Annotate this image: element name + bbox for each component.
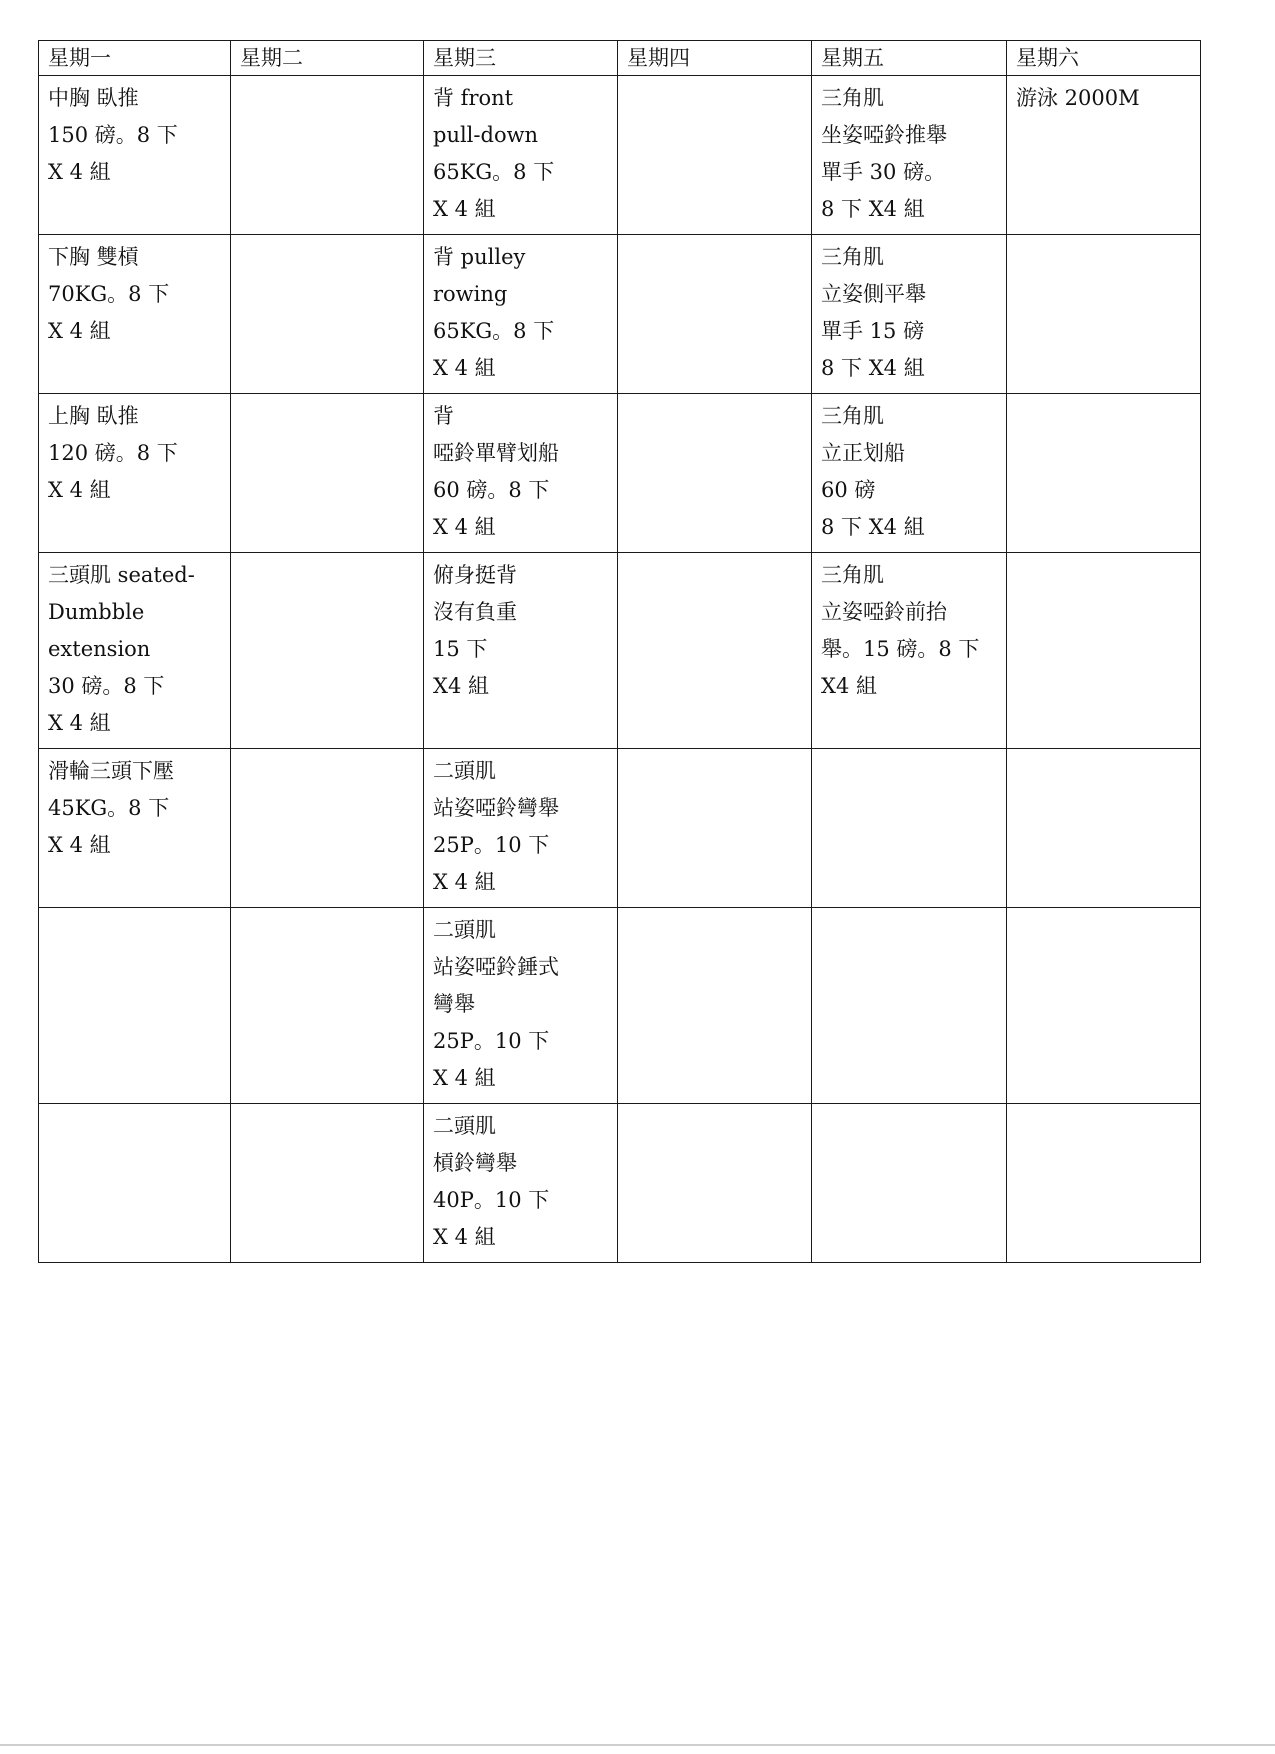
exercise-line: 120 磅。8 下 [48,441,178,465]
cell-wednesday-row-3 [424,394,618,553]
cell-thursday-row-5 [618,749,812,908]
table-row [39,1104,1201,1263]
exercise-line: 槓鈴彎舉 [433,1151,517,1175]
cell-wednesday-row-2 [424,235,618,394]
cell-friday-row-7 [812,1104,1007,1263]
header-row [39,41,1201,76]
exercise-line: Dumbble [48,600,145,624]
exercise-line: X 4 組 [433,356,496,380]
cell-monday-row-7 [39,1104,231,1263]
cell-tuesday-row-7 [231,1104,424,1263]
exercise-line: X 4 組 [433,197,496,221]
cell-saturday-row-1 [1007,76,1201,235]
exercise-line: X 4 組 [433,870,496,894]
exercise-line: 60 磅。8 下 [433,478,550,502]
exercise-line: 8 下 X4 組 [821,197,925,221]
exercise-line: 下胸 雙槓 [48,245,139,269]
exercise-line: 彎舉 [433,992,475,1016]
exercise-line: 站姿啞鈴彎舉 [433,796,559,820]
exercise-line: 立姿啞鈴前抬 [821,600,947,624]
exercise-line: 40P。10 下 [433,1188,550,1212]
exercise-line: 65KG。8 下 [433,160,555,184]
table-row [39,394,1201,553]
cell-thursday-row-3 [618,394,812,553]
cell-monday-row-5 [39,749,231,908]
exercise-line: 游泳 2000M [1016,86,1140,110]
exercise-line: 三角肌 [821,86,884,110]
cell-saturday-row-6 [1007,908,1201,1104]
header-tuesday: 星期二 [231,41,424,76]
exercise-line: X 4 組 [433,1225,496,1249]
cell-monday-row-1 [39,76,231,235]
exercise-line: 二頭肌 [433,1114,496,1138]
cell-tuesday-row-1 [231,76,424,235]
exercise-line: 沒有負重 [433,600,517,624]
exercise-line: 背 pulley [433,245,526,269]
cell-monday-row-6 [39,908,231,1104]
scan-edge-line [0,1744,1275,1746]
cell-friday-row-1 [812,76,1007,235]
exercise-line: X 4 組 [48,478,111,502]
cell-tuesday-row-3 [231,394,424,553]
cell-friday-row-6 [812,908,1007,1104]
exercise-line: 30 磅。8 下 [48,674,165,698]
cell-saturday-row-3 [1007,394,1201,553]
cell-thursday-row-6 [618,908,812,1104]
header-thursday: 星期四 [618,41,812,76]
cell-tuesday-row-6 [231,908,424,1104]
cell-saturday-row-5 [1007,749,1201,908]
header-friday: 星期五 [812,41,1007,76]
exercise-line: 上胸 臥推 [48,404,139,428]
weekly-workout-table [38,40,1201,1263]
header-wednesday: 星期三 [424,41,618,76]
exercise-line: 俯身挺背 [433,563,517,587]
table-row [39,76,1201,235]
cell-friday-row-4 [812,553,1007,749]
exercise-line: 背 front [433,86,514,110]
exercise-line: 15 下 [433,637,488,661]
cell-monday-row-3 [39,394,231,553]
exercise-line: 背 [433,404,454,428]
exercise-line: X 4 組 [48,711,111,735]
exercise-line: 8 下 X4 組 [821,515,925,539]
exercise-line: 滑輪三頭下壓 [48,759,174,783]
exercise-line: 45KG。8 下 [48,796,170,820]
exercise-line: pull-down [433,123,539,147]
exercise-line: X 4 組 [48,160,111,184]
cell-tuesday-row-5 [231,749,424,908]
cell-wednesday-row-7 [424,1104,618,1263]
cell-monday-row-4 [39,553,231,749]
cell-thursday-row-4 [618,553,812,749]
header-saturday: 星期六 [1007,41,1201,76]
cell-saturday-row-4 [1007,553,1201,749]
exercise-line: 65KG。8 下 [433,319,555,343]
exercise-line: 中胸 臥推 [48,86,139,110]
table-row [39,749,1201,908]
cell-saturday-row-7 [1007,1104,1201,1263]
exercise-line: extension [48,637,151,661]
exercise-line: 三角肌 [821,245,884,269]
table-row [39,235,1201,394]
exercise-line: rowing [433,282,508,306]
cell-saturday-row-2 [1007,235,1201,394]
cell-thursday-row-1 [618,76,812,235]
exercise-line: 三角肌 [821,404,884,428]
exercise-line: 啞鈴單臂划船 [433,441,559,465]
cell-friday-row-2 [812,235,1007,394]
exercise-line: 二頭肌 [433,759,496,783]
exercise-line: 三角肌 [821,563,884,587]
exercise-line: 站姿啞鈴錘式 [433,955,559,979]
exercise-line: 立正划船 [821,441,905,465]
cell-thursday-row-7 [618,1104,812,1263]
cell-friday-row-5 [812,749,1007,908]
exercise-line: 25P。10 下 [433,1029,550,1053]
exercise-line: 立姿側平舉 [821,282,926,306]
cell-monday-row-2 [39,235,231,394]
exercise-line: X4 組 [821,674,877,698]
exercise-line: 單手 30 磅。 [821,160,946,184]
exercise-line: 150 磅。8 下 [48,123,178,147]
exercise-line: 60 磅 [821,478,876,502]
exercise-line: X 4 組 [433,1066,496,1090]
exercise-line: X4 組 [433,674,489,698]
cell-wednesday-row-1 [424,76,618,235]
exercise-line: 70KG。8 下 [48,282,170,306]
header-monday: 星期一 [39,41,231,76]
cell-friday-row-3 [812,394,1007,553]
table-row [39,553,1201,749]
exercise-line: X 4 組 [48,833,111,857]
exercise-line: 8 下 X4 組 [821,356,925,380]
cell-tuesday-row-2 [231,235,424,394]
cell-thursday-row-2 [618,235,812,394]
cell-wednesday-row-4 [424,553,618,749]
cell-wednesday-row-6 [424,908,618,1104]
exercise-line: X 4 組 [433,515,496,539]
exercise-line: 舉。15 磅。8 下 [821,637,980,661]
exercise-line: X 4 組 [48,319,111,343]
table-row [39,908,1201,1104]
cell-tuesday-row-4 [231,553,424,749]
exercise-line: 坐姿啞鈴推舉 [821,123,947,147]
schedule-body [39,76,1201,1263]
cell-wednesday-row-5 [424,749,618,908]
exercise-line: 二頭肌 [433,918,496,942]
exercise-line: 單手 15 磅 [821,319,925,343]
exercise-line: 25P。10 下 [433,833,550,857]
exercise-line: 三頭肌 seated- [48,563,195,587]
